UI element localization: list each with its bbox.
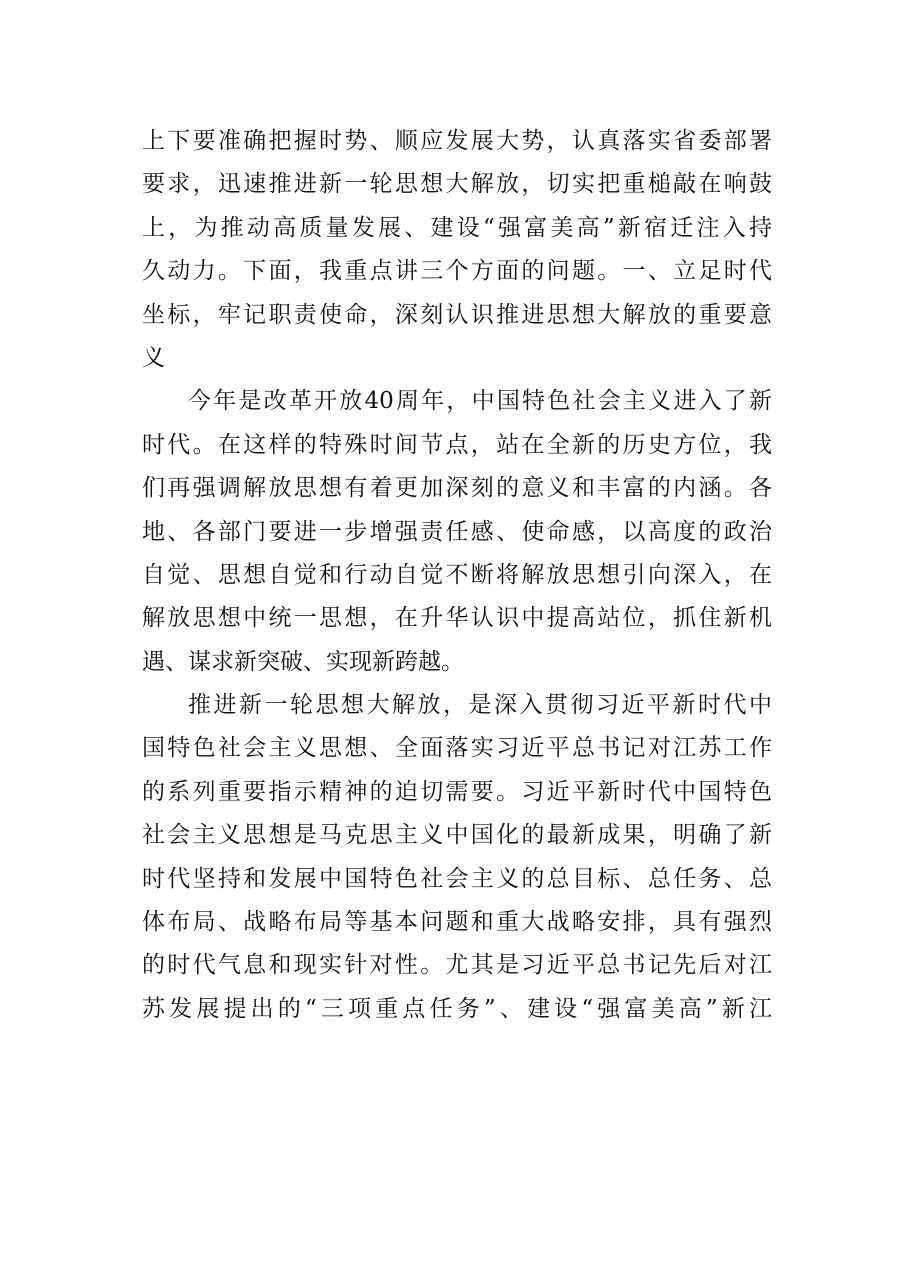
text-line: 们再强调解放思想有着更加深刻的意义和丰富的内涵。各 [142, 475, 772, 502]
text-line: 地、各部门要进一步增强责任感、使命感，以高度的政治 [142, 518, 772, 545]
text-line: 坐标，牢记职责使命，深刻认识推进思想大解放的重要意 [142, 301, 772, 328]
text-line: 社会主义思想是马克思主义中国化的最新成果，明确了新 [142, 822, 772, 849]
paragraph-1 [142, 120, 772, 380]
text-line: 遇、谋求新突破、实现新跨越。 [142, 648, 464, 675]
paragraph-3 [142, 684, 772, 1031]
text-line: 解放思想中统一思想，在升华认识中提高站位，抓住新机 [142, 605, 772, 632]
text-line: 上下要准确把握时势、顺应发展大势，认真落实省委部署 [142, 128, 772, 154]
text-line: 推进新一轮思想大解放，是深入贯彻习近平新时代中 [188, 692, 772, 719]
text-line: 的系列重要指示精神的迫切需要。习近平新时代中国特色 [142, 778, 772, 805]
document-body [142, 120, 772, 1031]
text-line: 的时代气息和现实针对性。尤其是习近平总书记先后对江 [142, 952, 772, 979]
text-line: 义 [142, 344, 165, 371]
text-line: 今年是改革开放40周年，中国特色社会主义进入了新 [188, 388, 772, 415]
text-line: 时代坚持和发展中国特色社会主义的总目标、总任务、总 [142, 865, 772, 892]
text-line: 久动力。下面，我重点讲三个方面的问题。一、立足时代 [142, 258, 772, 285]
text-line: 国特色社会主义思想、全面落实习近平总书记对江苏工作 [142, 735, 772, 762]
paragraph-2 [142, 380, 772, 684]
text-line: 体布局、战略布局等基本问题和重大战略安排，具有强烈 [142, 909, 772, 936]
text-line: 自觉、思想自觉和行动自觉不断将解放思想引向深入，在 [142, 561, 772, 588]
text-line: 苏发展提出的“三项重点任务”、建设“强富美高”新江 [142, 995, 772, 1022]
text-line: 时代。在这样的特殊时间节点，站在全新的历史方位，我 [142, 431, 772, 458]
text-line: 上，为推动高质量发展、建设“强富美高”新宿迁注入持 [142, 214, 772, 241]
text-line: 要求，迅速推进新一轮思想大解放，切实把重槌敲在响鼓 [142, 171, 772, 198]
